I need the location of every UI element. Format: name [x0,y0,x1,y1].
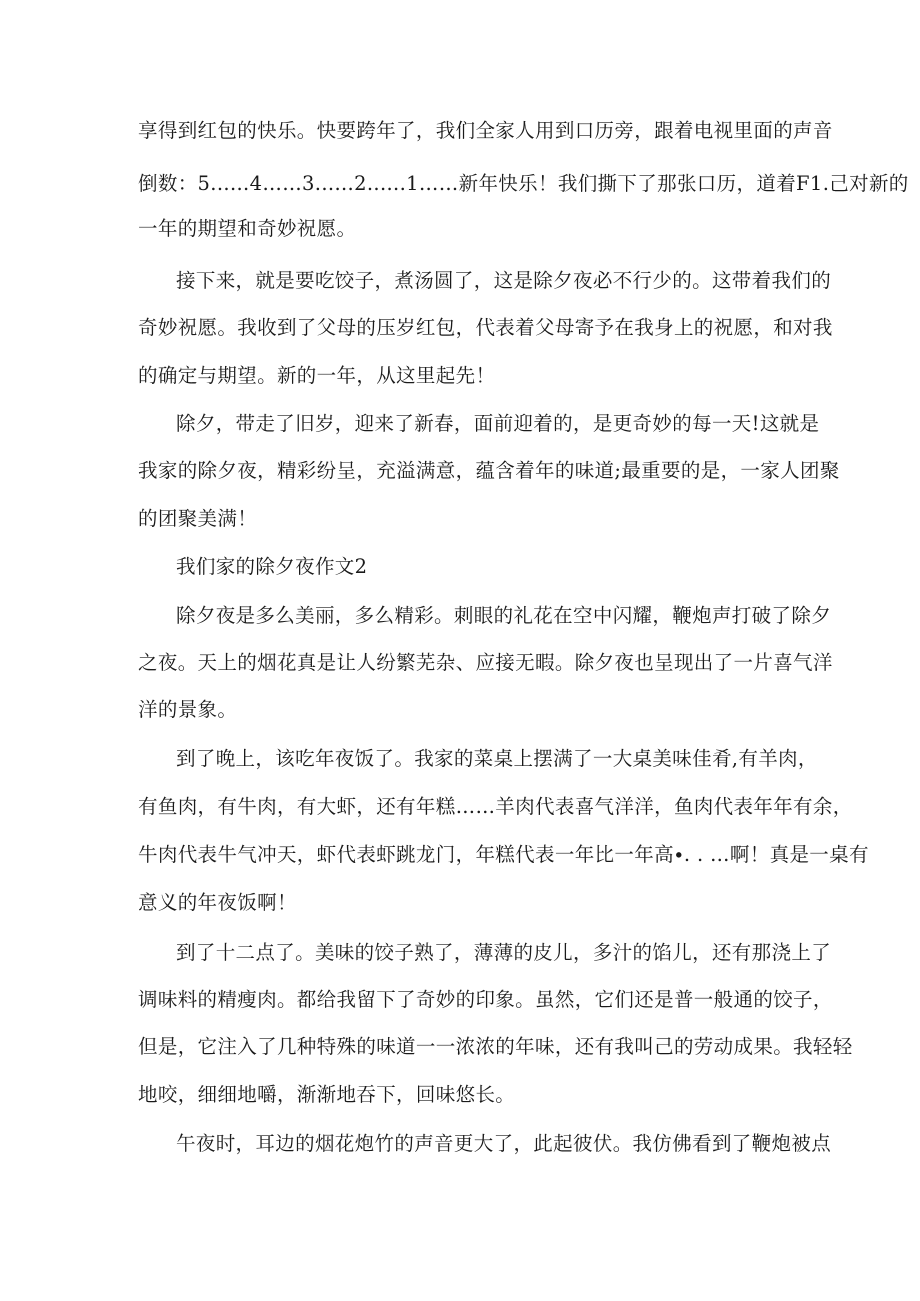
paragraph-line: 到了晚上，该吃年夜饭了。我家的菜桌上摆满了一大桌美味佳肴,有羊肉， [176,747,818,770]
paragraph-line: 有鱼肉，有牛肉，有大虾，还有年糕……羊肉代表喜气洋洋，鱼肉代表年年有余， [138,795,853,818]
paragraph-line: 到了十二点了。美味的饺子熟了，薄薄的皮儿，多汁的馅儿，还有那浇上了 [176,941,832,964]
paragraph-line: 奇妙祝愿。我收到了父母的压岁红包，代表着父母寄予在我身上的祝愿，和对我 [138,316,833,339]
section-heading: 我们家的除夕夜作文2 [176,555,368,578]
paragraph-line: 一年的期望和奇妙祝愿。 [138,217,357,240]
paragraph-line: 但是，它注入了几种特殊的味道一一浓浓的年味，还有我叫己的劳动成果。我轻轻 [138,1035,853,1058]
paragraph-line: 意义的年夜饭啊！ [138,891,297,914]
paragraph-line: 的确定与期望。新的一年，从这里起先！ [138,364,496,387]
paragraph-line: 的团聚美满！ [138,507,258,530]
paragraph-line: 之夜。天上的烟花真是让人纷繁芜杂、应接无暇。除夕夜也呈现出了一片喜气洋 [138,651,833,674]
paragraph-line: 享得到红包的快乐。快要跨年了，我们全家人用到口历旁，跟着电视里面的声音 [138,119,833,142]
paragraph-line: 调味料的精瘦肉。都给我留下了奇妙的印象。虽然，它们还是普一般通的饺子， [138,988,833,1011]
paragraph-line: 我家的除夕夜，精彩纷呈，充溢满意，蕴含着年的味道;最重要的是，一家人团聚 [138,459,840,482]
paragraph-line: 地咬，细细地嚼，渐渐地吞下，回味悠长。 [138,1083,516,1106]
paragraph-line: 洋的景象。 [138,698,238,721]
paragraph-line: 接下来，就是要吃饺子，煮汤圆了，这是除夕夜必不行少的。这带着我们的 [176,269,832,292]
paragraph-line: 午夜时，耳边的烟花炮竹的声音更大了，此起彼伏。我仿佛看到了鞭炮被点 [176,1132,832,1155]
paragraph-line: 除夕，带走了旧岁，迎来了新春，面前迎着的，是更奇妙的每一天!这就是 [176,412,820,435]
paragraph-line: 除夕夜是多么美丽，多么精彩。刺眼的礼花在空中闪耀，鞭炮声打破了除夕 [176,604,832,627]
paragraph-line: 倒数：5......4……3......2......1……新年快乐！我们撕下了那张口历，道着F1.己对新的 [138,172,909,195]
paragraph-line: 牛肉代表牛气冲天，虾代表虾跳龙门，年糕代表一年比一年高∙. . …啊！真是一桌有 [138,843,869,866]
